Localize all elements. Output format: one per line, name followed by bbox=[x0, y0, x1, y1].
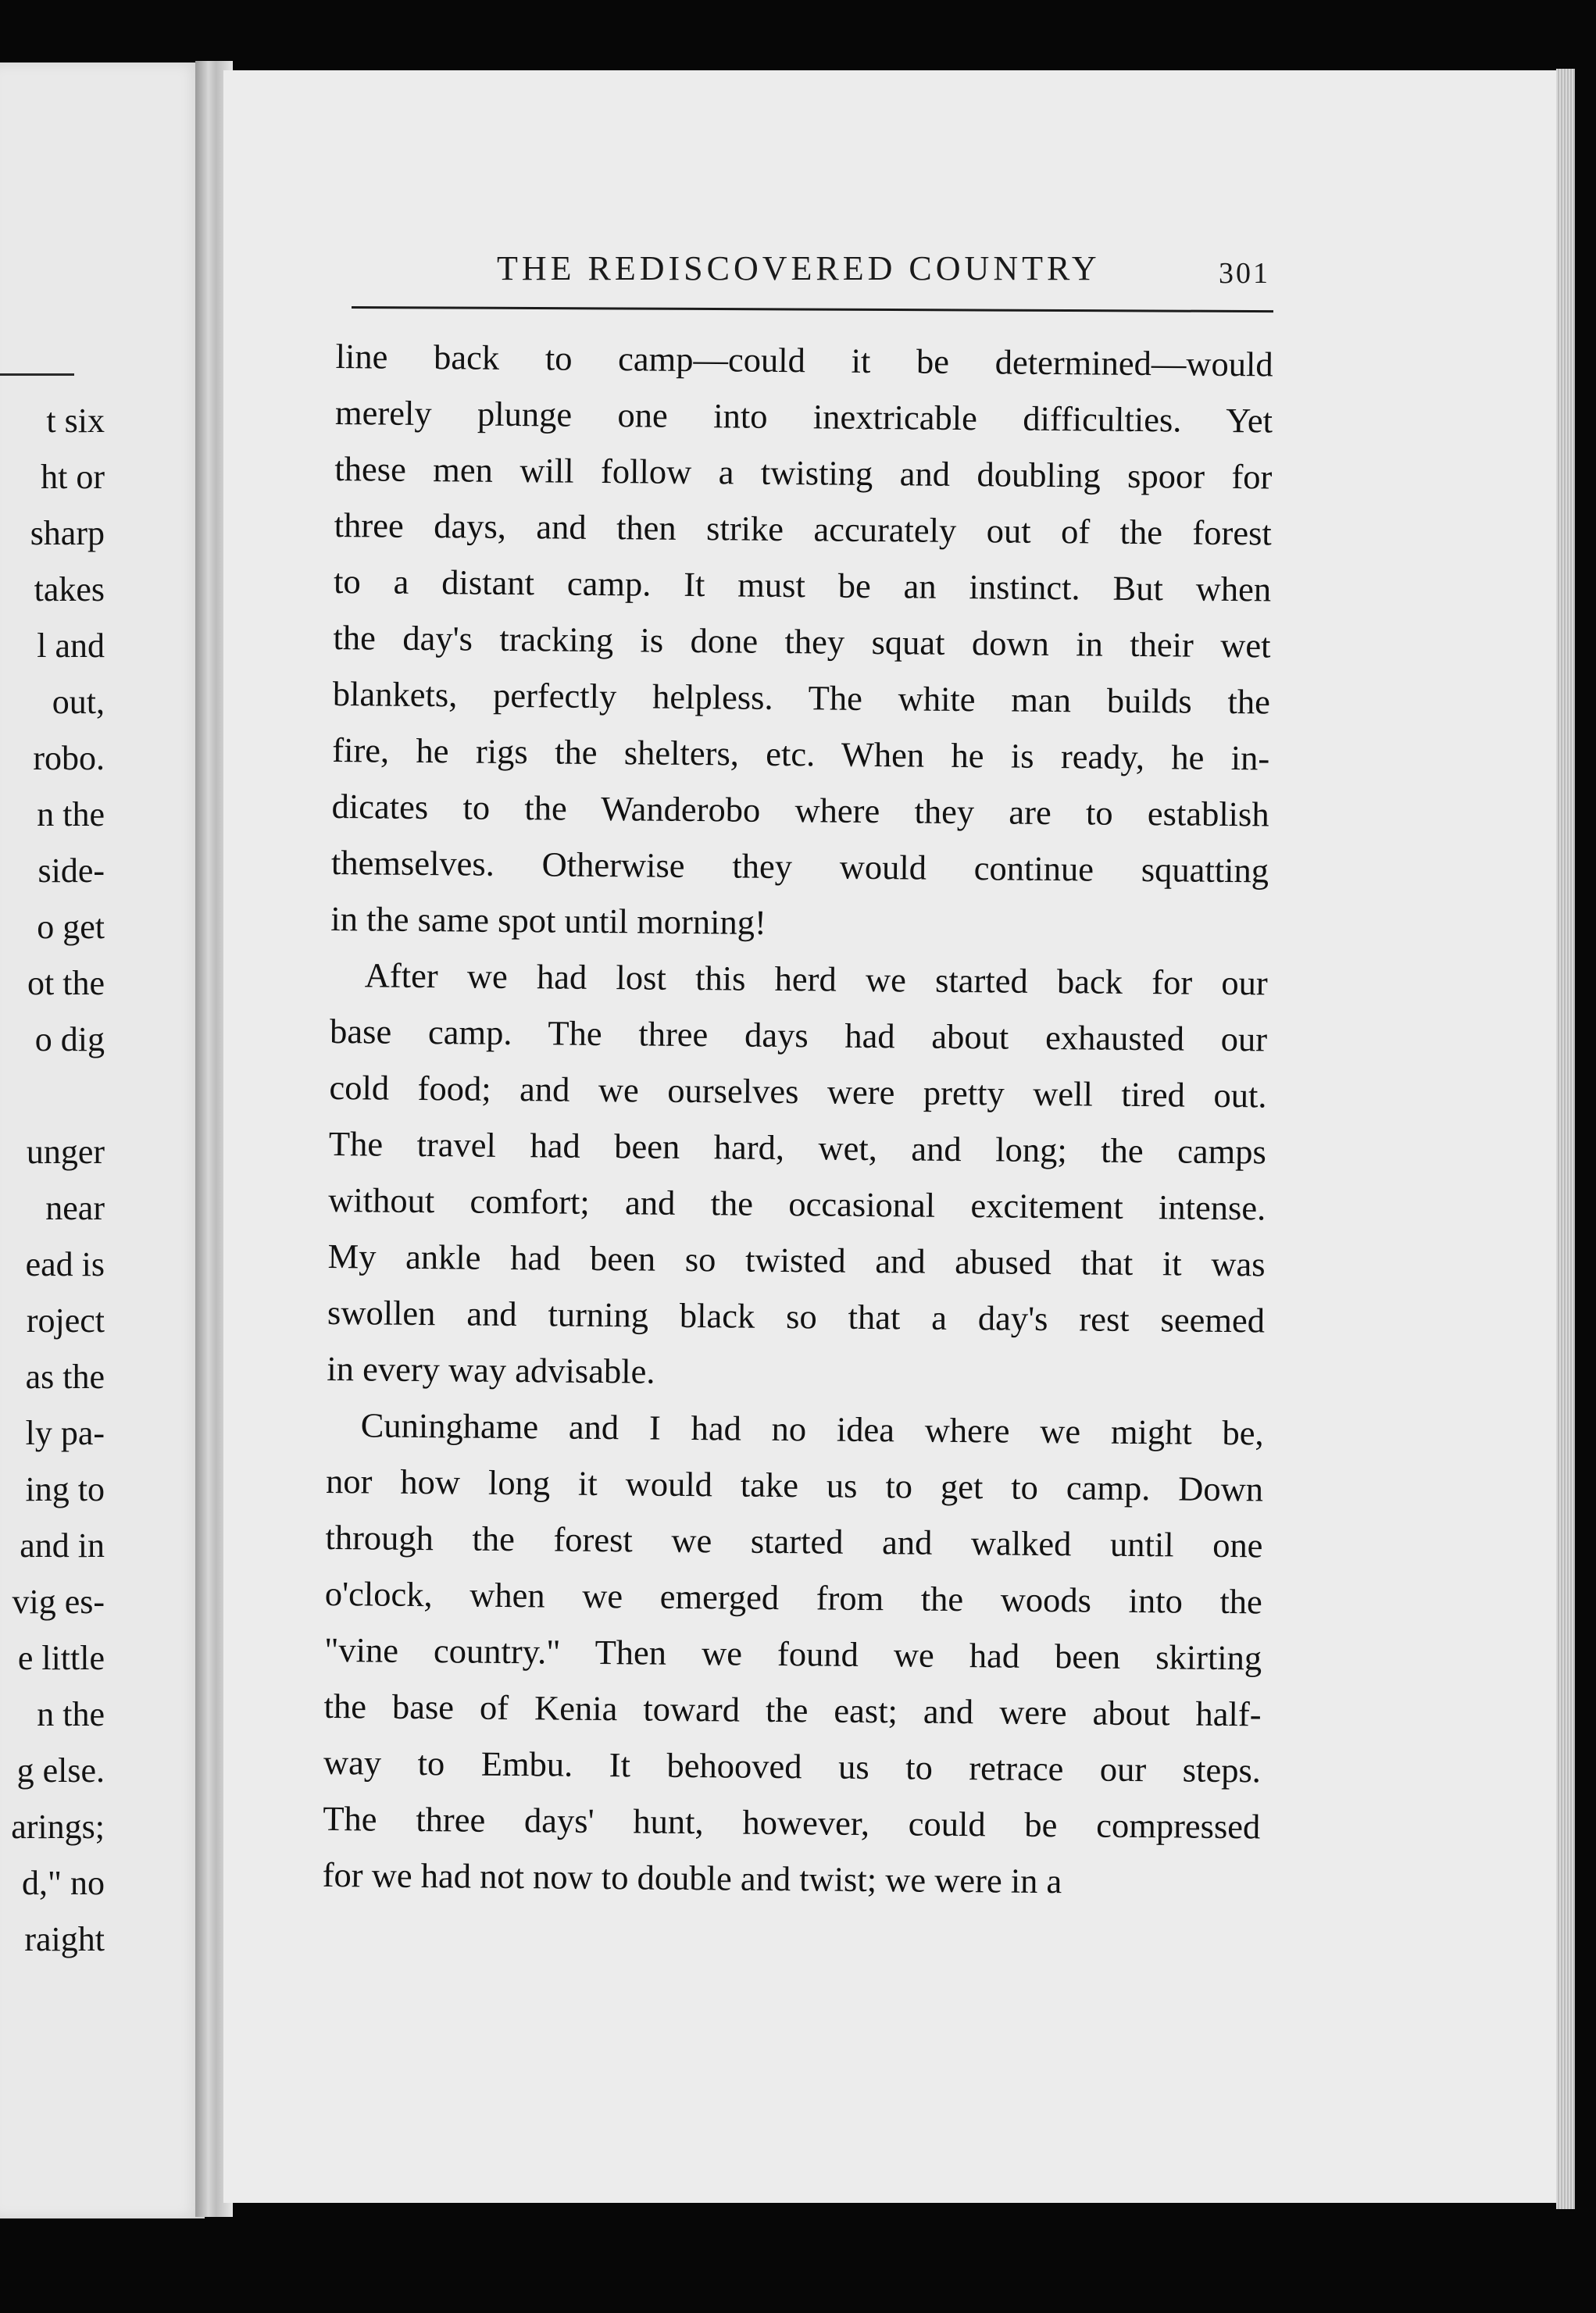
left-page-line: side- bbox=[37, 851, 105, 890]
left-page-line: ing to bbox=[25, 1470, 105, 1508]
left-page-line: raight bbox=[24, 1920, 105, 1958]
page-number: 301 bbox=[1219, 257, 1270, 290]
left-page-rule bbox=[0, 373, 74, 376]
left-page-line: g else. bbox=[16, 1751, 105, 1790]
text-line: nor how long it would take us to get to camp. Down bbox=[325, 1461, 1264, 1509]
text-line: dicates to the Wanderobo where they are to establish bbox=[331, 786, 1269, 834]
text-line: in the same spot until morning! bbox=[330, 898, 767, 942]
text-line: My ankle had been so twisted and abused that it was bbox=[327, 1236, 1266, 1284]
paragraph bbox=[330, 328, 1273, 955]
text-line: the base of Kenia toward the east; and were about half- bbox=[323, 1686, 1262, 1734]
left-page-line: o dig bbox=[34, 1020, 105, 1058]
paragraph bbox=[322, 1397, 1264, 1911]
left-page-line: unger bbox=[26, 1133, 105, 1171]
text-line: The travel had been hard, wet, and long; the camps bbox=[328, 1123, 1267, 1172]
left-page-line: vig es- bbox=[12, 1583, 105, 1621]
left-page-text bbox=[0, 398, 105, 1973]
left-page-line: e little bbox=[17, 1639, 105, 1677]
text-line: merely plunge one into inextricable difficulties. Yet bbox=[334, 392, 1273, 441]
text-line: to a distant camp. It must be an instinct. But when bbox=[333, 561, 1272, 609]
left-page-line: t six bbox=[46, 402, 105, 440]
paragraph bbox=[327, 947, 1268, 1405]
left-page-line: o get bbox=[37, 908, 105, 946]
text-line: these men will follow a twisting and doubling spoor for bbox=[334, 448, 1273, 497]
text-line: "vine country." Then we found we had been skirting bbox=[324, 1629, 1262, 1678]
text-line: way to Embu. It behooved us to retrace our steps. bbox=[323, 1742, 1262, 1790]
text-line: o'clock, when we emerged from the woods into the bbox=[324, 1573, 1263, 1622]
text-line: base camp. The three days had about exhausted our bbox=[329, 1011, 1268, 1059]
left-page-line: takes bbox=[34, 570, 105, 609]
left-page-line: as the bbox=[25, 1358, 105, 1396]
left-page bbox=[0, 62, 205, 2218]
text-line: without comfort; and the occasional excitement intense. bbox=[328, 1180, 1266, 1228]
left-page-line: robo. bbox=[33, 739, 105, 777]
left-page-line: n the bbox=[37, 795, 105, 833]
left-page-line: ead is bbox=[25, 1245, 105, 1283]
text-line: for we had not now to double and twist; we were in a bbox=[322, 1854, 1062, 1901]
text-line: in every way advisable. bbox=[327, 1348, 655, 1391]
text-line: through the forest we started and walked until one bbox=[325, 1517, 1263, 1565]
text-line: the day's tracking is done they squat down in their wet bbox=[333, 617, 1271, 666]
text-line: three days, and then strike accurately out of the forest bbox=[334, 505, 1272, 553]
text-line: swollen and turning black so that a day's rest seemed bbox=[327, 1292, 1266, 1340]
left-page-line: sharp bbox=[30, 514, 105, 552]
left-page-line: ht or bbox=[41, 458, 105, 496]
left-page-line bbox=[0, 1073, 105, 1130]
left-page-line: near bbox=[45, 1189, 105, 1227]
left-page-line: l and bbox=[37, 626, 105, 665]
text-line: After we had lost this herd we started back for our bbox=[364, 955, 1268, 1003]
text-line: cold food; and we ourselves were pretty well tired out. bbox=[329, 1067, 1267, 1115]
page-edge bbox=[1556, 69, 1575, 2209]
text-line: themselves. Otherwise they would continue squatting bbox=[330, 842, 1269, 891]
text-line: The three days' hunt, however, could be compressed bbox=[323, 1798, 1261, 1847]
text-line: line back to camp—could it be determined—would bbox=[335, 336, 1273, 384]
left-page-line: n the bbox=[37, 1695, 105, 1733]
left-page-line: roject bbox=[26, 1301, 105, 1340]
body-text bbox=[322, 328, 1273, 1911]
text-line: blankets, perfectly helpless. The white man builds the bbox=[332, 673, 1271, 722]
text-line: Cuninghame and I had no idea where we might be, bbox=[360, 1405, 1264, 1453]
running-head: THE REDISCOVERED COUNTRY bbox=[497, 249, 1101, 287]
left-page-line: ly pa- bbox=[25, 1414, 105, 1452]
left-page-line: out, bbox=[52, 683, 105, 721]
left-page-line: ot the bbox=[27, 964, 105, 1002]
left-page-line: and in bbox=[20, 1526, 105, 1565]
text-line: fire, he rigs the shelters, etc. When he is ready, he in- bbox=[332, 730, 1270, 778]
left-page-line: d," no bbox=[22, 1864, 105, 1902]
left-page-line: arings; bbox=[11, 1808, 105, 1846]
